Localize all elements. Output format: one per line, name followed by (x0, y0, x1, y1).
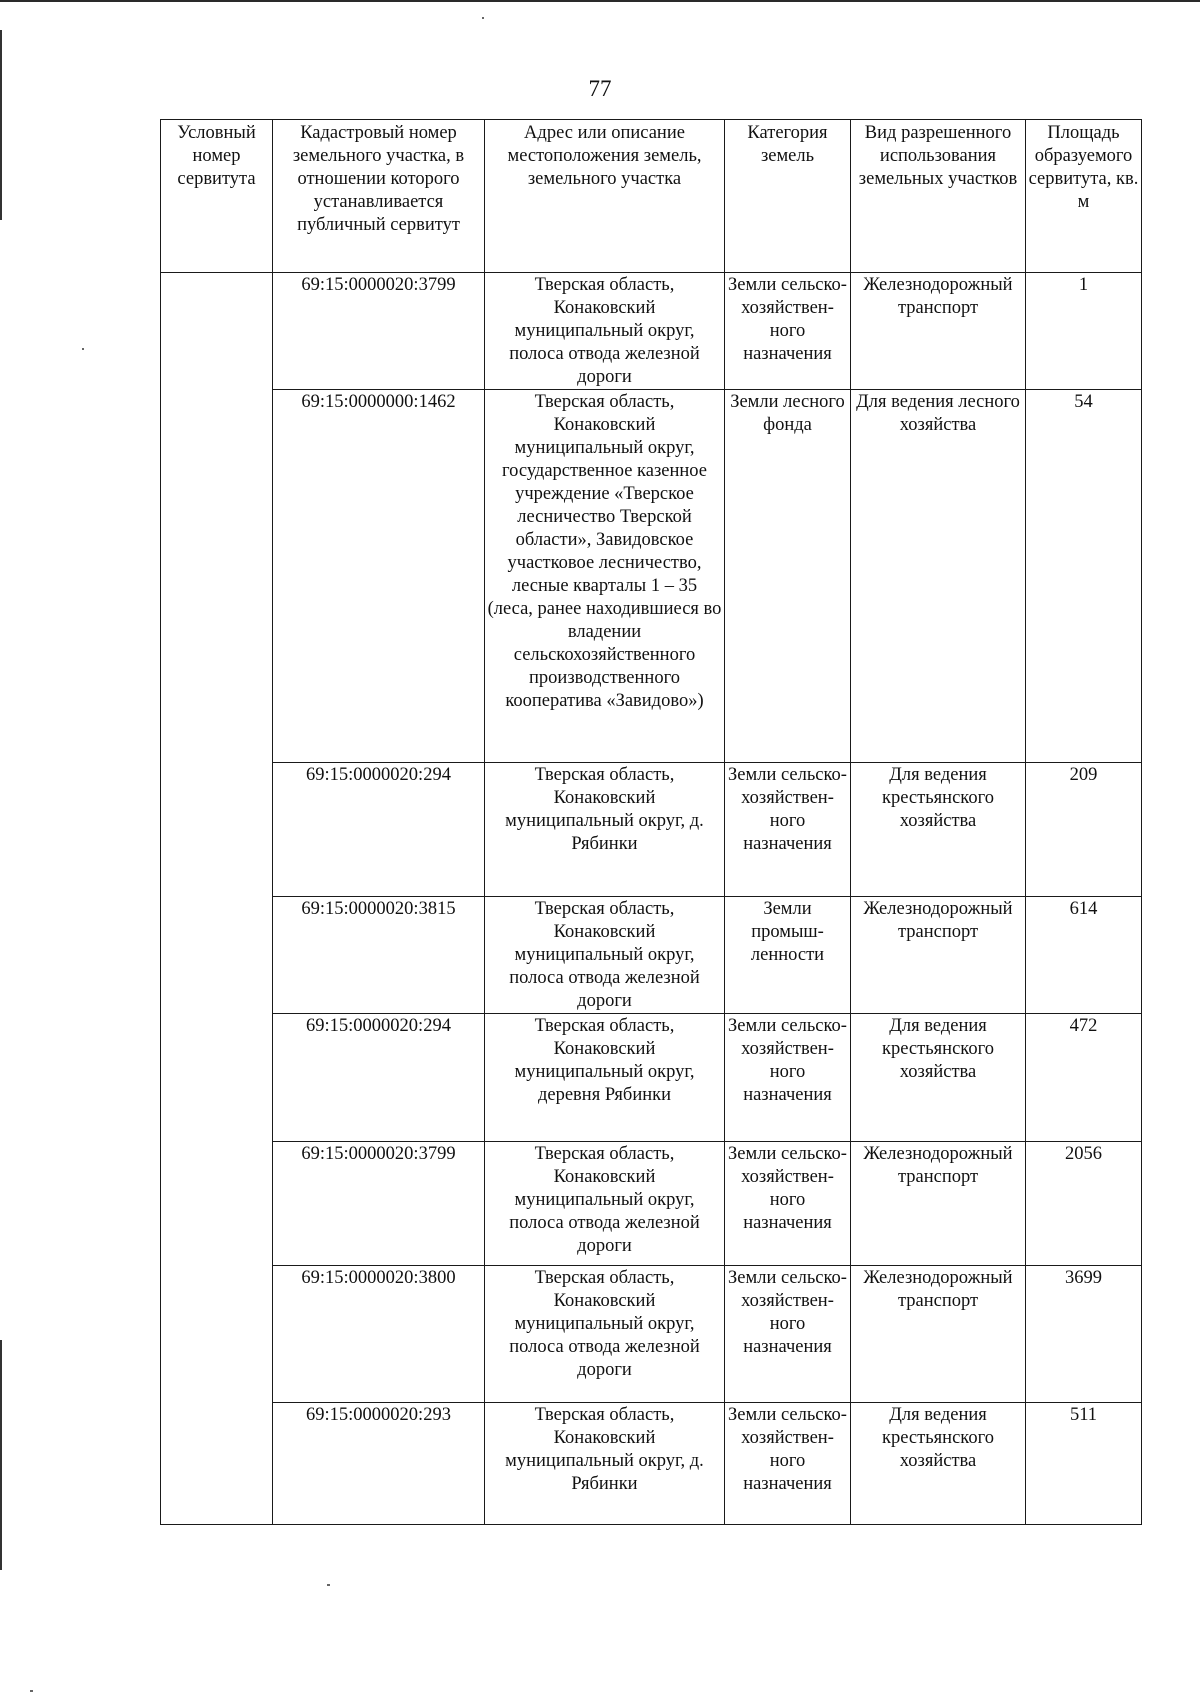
cell-area: 209 (1026, 763, 1142, 897)
cell-easement-number (161, 1266, 273, 1403)
scan-speck (30, 1690, 33, 1692)
cell-easement-number (161, 763, 273, 897)
cell-permitted-use: Железнодорожный транспорт (851, 1142, 1026, 1266)
cell-permitted-use: Железнодорожный транспорт (851, 273, 1026, 390)
page-number: 77 (588, 76, 612, 101)
table-row (161, 390, 1142, 763)
cell-area: 614 (1026, 897, 1142, 1014)
cell-land-category: Земли промыш-ленности (725, 897, 851, 1014)
cell-land-category: Земли сельско-хозяйствен-ного назначения (725, 273, 851, 390)
table-row (161, 1142, 1142, 1266)
cell-cadastral-number: 69:15:0000020:294 (273, 763, 485, 897)
cell-cadastral-number: 69:15:0000020:3799 (273, 273, 485, 390)
table-header-row (161, 120, 1142, 273)
cell-address: Тверская область, Конаковский муниципальный округ, полоса отвода железной дороги (485, 1266, 725, 1403)
cell-cadastral-number: 69:15:0000020:3799 (273, 1142, 485, 1266)
cell-easement-number (161, 1014, 273, 1142)
header-cadastral-number: Кадастровый номер земельного участка, в отношении которого устанавливается публичный сервитут (273, 120, 485, 273)
cell-permitted-use: Железнодорожный транспорт (851, 1266, 1026, 1403)
cell-easement-number (161, 897, 273, 1014)
scan-speck (327, 1584, 330, 1586)
cell-area: 1 (1026, 273, 1142, 390)
cell-address: Тверская область, Конаковский муниципальный округ, полоса отвода железной дороги (485, 897, 725, 1014)
cell-area: 511 (1026, 1403, 1142, 1525)
table-row (161, 1014, 1142, 1142)
cell-cadastral-number: 69:15:0000020:293 (273, 1403, 485, 1525)
header-easement-number: Условный номер сервитута (161, 120, 273, 273)
cell-permitted-use: Для ведения лесного хозяйства (851, 390, 1026, 763)
cell-address: Тверская область, Конаковский муниципальный округ, государственное казенное учреждение «Тверское лесничество Тверской области», Завидовское участковое лесничество, лесные кварталы 1 – 35 (леса, ранее находившиеся во владении сельскохозяйственного производственного кооператива «Завидово») (485, 390, 725, 763)
cell-address: Тверская область, Конаковский муниципальный округ, д. Рябинки (485, 1403, 725, 1525)
cell-land-category: Земли лесного фонда (725, 390, 851, 763)
cell-easement-number (161, 1403, 273, 1525)
cell-easement-number (161, 273, 273, 390)
cell-address: Тверская область, Конаковский муниципальный округ, полоса отвода железной дороги (485, 1142, 725, 1266)
scan-speck (82, 348, 84, 350)
cell-land-category: Земли сельско-хозяйствен-ного назначения (725, 1403, 851, 1525)
cell-address: Тверская область, Конаковский муниципальный округ, деревня Рябинки (485, 1014, 725, 1142)
cell-land-category: Земли сельско-хозяйствен-ного назначения (725, 763, 851, 897)
cell-area: 2056 (1026, 1142, 1142, 1266)
cell-cadastral-number: 69:15:0000020:3815 (273, 897, 485, 1014)
table-row (161, 897, 1142, 1014)
cell-area: 472 (1026, 1014, 1142, 1142)
cell-land-category: Земли сельско-хозяйствен-ного назначения (725, 1142, 851, 1266)
cell-cadastral-number: 69:15:0000020:3800 (273, 1266, 485, 1403)
scan-left-edge-lower (0, 1340, 2, 1570)
cell-address: Тверская область, Конаковский муниципальный округ, полоса отвода железной дороги (485, 273, 725, 390)
cell-area: 3699 (1026, 1266, 1142, 1403)
table-row (161, 1403, 1142, 1525)
table-row (161, 1266, 1142, 1403)
cell-land-category: Земли сельско-хозяйствен-ного назначения (725, 1266, 851, 1403)
table-row (161, 273, 1142, 390)
table-row (161, 763, 1142, 897)
header-area: Площадь образуемого сервитута, кв. м (1026, 120, 1142, 273)
header-permitted-use: Вид разрешенного использования земельных участков (851, 120, 1026, 273)
cell-permitted-use: Для ведения крестьянского хозяйства (851, 1403, 1026, 1525)
scan-left-edge (0, 30, 2, 220)
cell-easement-number (161, 390, 273, 763)
scan-top-edge (0, 0, 1200, 2)
cell-area: 54 (1026, 390, 1142, 763)
cell-cadastral-number: 69:15:0000020:294 (273, 1014, 485, 1142)
cell-cadastral-number: 69:15:0000000:1462 (273, 390, 485, 763)
header-land-category: Категория земель (725, 120, 851, 273)
header-address: Адрес или описание местоположения земель, земельного участка (485, 120, 725, 273)
easement-table (160, 119, 1142, 1525)
cell-easement-number (161, 1142, 273, 1266)
cell-address: Тверская область, Конаковский муниципальный округ, д. Рябинки (485, 763, 725, 897)
cell-permitted-use: Для ведения крестьянского хозяйства (851, 763, 1026, 897)
cell-land-category: Земли сельско-хозяйствен-ного назначения (725, 1014, 851, 1142)
cell-permitted-use: Железнодорожный транспорт (851, 897, 1026, 1014)
cell-permitted-use: Для ведения крестьянского хозяйства (851, 1014, 1026, 1142)
scan-speck (482, 17, 484, 19)
